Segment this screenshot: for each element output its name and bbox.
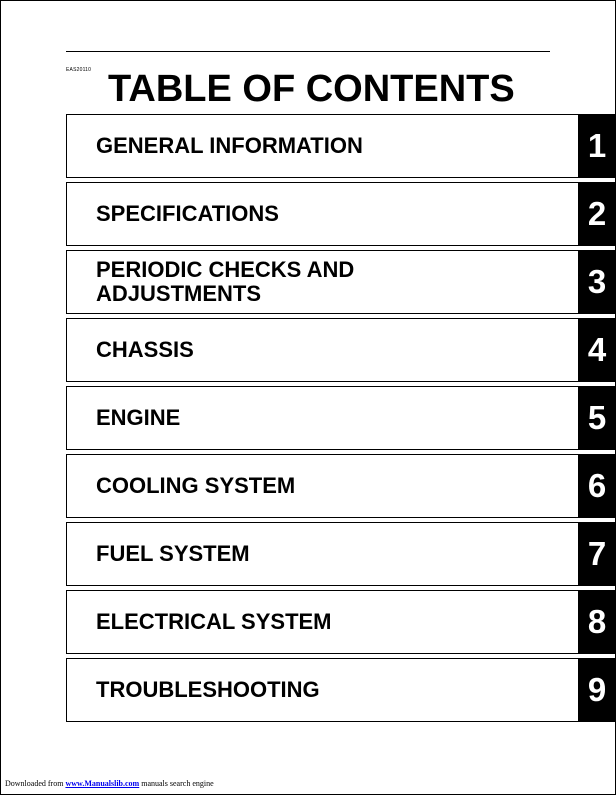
toc-entry-periodic-checks[interactable]	[66, 250, 616, 314]
toc-entry-chassis[interactable]	[66, 318, 616, 382]
section-number: 8	[587, 603, 607, 640]
section-number: 3	[587, 263, 607, 300]
section-number: 9	[587, 671, 607, 708]
toc-entry-troubleshooting[interactable]	[66, 658, 616, 722]
section-number: 1	[587, 127, 607, 164]
page-title: TABLE OF CONTENTS	[108, 68, 515, 110]
toc-entry-fuel-system[interactable]	[66, 522, 616, 586]
manualslib-link[interactable]: www.Manualslib.com	[65, 779, 140, 788]
toc-entry-label: COOLING SYSTEM	[96, 473, 296, 498]
footer-prefix: Downloaded from	[5, 779, 64, 788]
toc-entry-label: FUEL SYSTEM	[96, 541, 250, 566]
section-number: 6	[587, 467, 607, 504]
download-footer	[5, 779, 214, 788]
toc-entry-label: GENERAL INFORMATION	[96, 133, 363, 158]
section-number: 7	[587, 535, 607, 572]
footer-suffix: manuals search engine	[141, 779, 214, 788]
toc-entry-label: SPECIFICATIONS	[96, 201, 279, 226]
toc-entry-label: PERIODIC CHECKS AND ADJUSTMENTS	[96, 257, 355, 306]
toc-entry-general-information[interactable]	[66, 114, 616, 178]
section-number: 5	[587, 399, 607, 436]
section-number: 4	[587, 331, 607, 368]
toc-entry-cooling-system[interactable]	[66, 454, 616, 518]
toc-entry-engine[interactable]	[66, 386, 616, 450]
toc-entry-label: CHASSIS	[96, 337, 194, 362]
section-number: 2	[587, 195, 607, 232]
toc-entry-electrical-system[interactable]	[66, 590, 616, 654]
toc-entry-label: TROUBLESHOOTING	[96, 677, 320, 702]
header-rule	[66, 51, 550, 52]
document-code: EAS20110	[66, 67, 92, 73]
toc-entry-label: ELECTRICAL SYSTEM	[96, 609, 332, 634]
toc-entry-specifications[interactable]	[66, 182, 616, 246]
toc-entry-label: ENGINE	[96, 405, 181, 430]
